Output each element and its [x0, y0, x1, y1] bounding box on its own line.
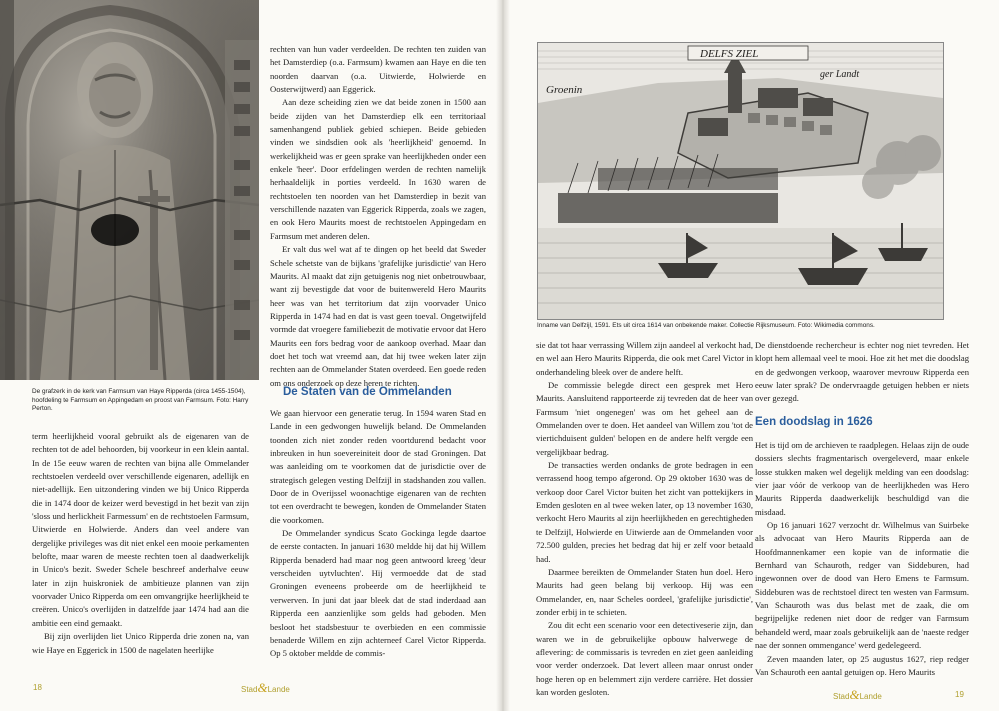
logo-text: Lande [267, 685, 290, 694]
column-1 [32, 430, 249, 657]
column-3 [536, 339, 753, 699]
column-4-bottom [755, 439, 969, 679]
paragraph: Aan deze scheiding zien we dat beide zonen in 1500 aan beide zijden van het Damsterdiep elk een territoriaal samenhangend publiek gebied schiepen. Beide gebieden vinden we sindsdien ook als 'heerlijkheid' genoemd. In werkelijkheid was er geen sprake van heerlijkheden onder een enkele 'heer'. Door erfdelingen werden de rechten namelijk herhaaldelijk in porties verdeeld. In 1630 waren de rechtstoelen ten noorden van het Damsterdiep in bezit van verschillende nazaten van Eggerick Ripperda, zoals we zagen, en ook Hero Maurits moest de rechtstoelen Appingedam en Farmsum met anderen delen. [270, 97, 486, 241]
gravestone-photo [0, 0, 259, 380]
paragraph: Op 16 januari 1627 verzocht dr. Wilhelmus van Suirbeke als advocaat van Hero Maurits Ripperda aan de Hoofdmannenkamer een kopie van de informatie die Bernhard van Schauroth, redger van Siddeburen, had ingewonnen over de dood van Hero Emens te Farmsum. Siddeburen was de rechtstoel direct ten westen van Farmsum. Van Schauroth was dus belast met de zaak, die om begrijpelijke redenen niet door de redger van Farmsum behandeld werd, maar zoals gebruikelijk aan de 'naeste redger nae der sonnen ommengance' werd gedelegeerd. [755, 520, 969, 651]
page-number-left: 18 [33, 683, 42, 692]
page-number-right: 19 [955, 690, 964, 699]
gravestone-image [0, 0, 259, 380]
column-4-top [755, 339, 969, 406]
paragraph: Zou dit echt een scenario voor een detectiveserie zijn, dan waren we in de gebruikelijke opbouw halverwege de aflevering: de commissaris is tevreden en ziet geen aanleiding voor verder onderzoek. Dat levert alleen maar onrust onder hoge heren op en belemmert zijn verdere carrière. Het dossier kan worden gesloten. [536, 620, 753, 697]
paragraph: term heerlijkheid vooral gebruikt als de eigenaren van de rechten tot de adel behoorden, bij voorkeur in een klein aantal. In de 15e eeuw waren de rechten van bijna alle Ommelander rechtstoelen verdeeld over verschillende eigenaren, adellijk en niet-adellijk. Een uitzondering vinden we bij Unico Ripperda die in 1474 door de keizer werd bevestigd in het bezit van zijn 'sloss und herlickheit Farmessum' en de rechtstoelen Farmsum, Uitwierde en Holwierde. Anders dan veel andere van dergelijke privileges was dit niet enkel een mooie perkamenten belofte, maar waren de meeste rechten toen al daadwerkelijk in Unico's bezit. Sweder Schele beschreef anderhalve eeuw later in zijn huiskroniek de ambitieuze plannen van zijn voorvader Unico Ripperda om een omvangrijke heerlijkheid te creëren. Unico's overlijden in datzelfde jaar 1474 had aan die ambitie een eind gemaakt. [32, 431, 249, 628]
paragraph: De Ommelander syndicus Scato Gockinga legde daartoe de eerste contacten. In januari 1630 meldde hij dat hij Willem Ripperda benaderd had maar nog geen antwoord kreeg 'deur verscheiden uytvluchten'. Hij vermoedde dat de stad Groningen eveneens probeerde om de heerlijkheid te verwerven. In juni dat jaar bleek dat de stad inderdaad aan Ripperda een aanzienlijke som gelds had geboden. Men besloot het stadsbestuur te overbieden en een commissie benaderde Willem en zijn achterneef Carel Victor Ripperda. Op 5 oktober meldde de commis- [270, 528, 486, 659]
paragraph: sie dat tot haar verrassing Willem zijn aandeel al verkocht had, en wel aan Hero Maurits Ripperda, die ook met Carel Victor in onderhandeling bleek over de andere helft. [536, 340, 753, 377]
logo-ampersand: & [257, 680, 268, 695]
delfzijl-engraving [537, 42, 944, 320]
logo-text: Lande [859, 692, 882, 701]
logo-text: Stad [833, 692, 850, 701]
stad-en-lande-logo-right [833, 687, 882, 703]
engraving-title: DELFS ZIEL [700, 48, 759, 60]
stad-en-lande-logo-left [241, 680, 290, 696]
paragraph: We gaan hiervoor een generatie terug. In 1594 waren Stad en Lande in een gedwongen huwelijk beland. De Ommelanden toonden zich niet zonder reden voortdurend bedacht voor inbreuken in hun soevereiniteit door de stad Groningen. Dat was aanleiding om te voorkomen dat de jurisdictie over de strategisch gelegen vesting Delfzijl in stadshanden zou vallen. Door de in Overijssel woonachtige eigenaren van de rechten tot een overdracht te bewegen, konden de Ommelander Staten die voorkomen. [270, 408, 486, 525]
photo-caption: De grafzerk in de kerk van Farmsum van Haye Ripperda (circa 1455-1504), hoofdeling te Farmsum en Appingedam en proost van Farmsum. Foto: Harry Perton. [32, 388, 249, 413]
paragraph: Het is tijd om de archieven te raadplegen. Helaas zijn de oude dossiers slechts fragmentarisch overgeleverd, maar enkele losse stukken maken wel degelijk melding van een doodslag: vier jaar vóór de verkoop van de heerlijkheden was Hero Maurits Ripperda daadwerkelijk beschuldigd van die misdaad. [755, 440, 969, 517]
column-2-top [270, 43, 486, 390]
engraving-label-landt: ger Landt [820, 69, 860, 80]
paragraph: Bij zijn overlijden liet Unico Ripperda drie zonen na, van wie Haye en Eggerick in 1500 de nagelaten heerlijke [32, 631, 249, 655]
section-heading-staten: De Staten van de Ommelanden [283, 386, 452, 398]
section-heading-doodslag: Een doodslag in 1626 [755, 416, 873, 428]
column-2-bottom [270, 407, 486, 661]
page-gutter [496, 0, 510, 711]
engraving-label-groningen: Groenin [546, 84, 583, 96]
paragraph: De transacties werden ondanks de grote bedragen in een verrassend hoog tempo afgerond. Op 29 oktober 1630 was de verkoop door Carel Victor buiten het zicht van pottekijkers in Emden gesloten en al twee weken later, op 13 november 1630, verkocht Hero Maurits al zijn heerlijkheden en gerechtigheden te Delfzijl, Holwierde en Uitwierde aan de Ommelanden voor 72.500 gulden, precies het bedrag dat hij er zelf voor betaald had. [536, 460, 753, 564]
paragraph: De dienstdoende rechercheur is echter nog niet tevreden. Het klopt hem allemaal veel te mooi. Hoe zit het met die doodslag en de gedwongen verkoop, waarover mevrouw Ripperda een eeuw later sprak? De ondervraagde getuigen hebben er niets over gezegd. [755, 340, 969, 404]
logo-ampersand: & [849, 687, 860, 702]
paragraph: Daarmee bereikten de Ommelander Staten hun doel. Hero Maurits had geen belang bij verkoop. Hij was een Ommelander, en, naar Scheles oordeel, 'grafelijke jurisdictie', zonder erbij in te schieten. [536, 566, 753, 617]
engraving-image [538, 43, 943, 319]
paragraph: De commissie belegde direct een gesprek met Hero Maurits. Aansluitend rapporteerde zij tevreden dat de heer van Farmsum 'niet ongenegen' was om het geheel aan de Ommelanden over te doen. Het aandeel van Willem zou 'tot de viertichduisent gulden' belopen en de andere helft vergde een vergelijkbaar bedrag. [536, 380, 753, 457]
engraving-caption: Inname van Delfzijl, 1591. Ets uit circa 1614 van onbekende maker. Collectie Rijksmuseum. Foto: Wikimedia commons. [537, 322, 875, 329]
paragraph: Er valt dus wel wat af te dingen op het beeld dat Sweder Schele schetste van de bijkans 'grafelijke jurisdictie' van Hero Maurits. Al maakt dat zijn getuigenis nog niet onbetrouwbaar, want zij bevestigde dat voor de buitenwereld Hero Maurits heer was van het territorium dat zijn voorvader Unico Ripperda in 1474 had en dat is vast geen toeval. Ongetwijfeld vormde dat vroegere familiebezit de motivatie ervoor dat Hero Maurits een fors bedrag voor de aankoop overhad. Maar dan doet het toch wat vreemd aan, dat hij twee weken later zijn rechten aan de Ommelander Staten overdeed. Een goede reden om ons onderzoek op deze heren te richten. [270, 244, 486, 388]
paragraph: Zeven maanden later, op 25 augustus 1627, riep redger Van Schauroth een aantal getuigen op. Hero Maurits [755, 653, 969, 677]
paragraph: rechten van hun vader verdeelden. De rechten ten zuiden van het Damsterdiep (o.a. Farmsum) kwamen aan Haye en die ten noorden daarvan (o.a. Uitwierde, Holwierde en Oosterwijtwerd) aan Eggerick. [270, 44, 486, 95]
logo-text: Stad [241, 685, 258, 694]
